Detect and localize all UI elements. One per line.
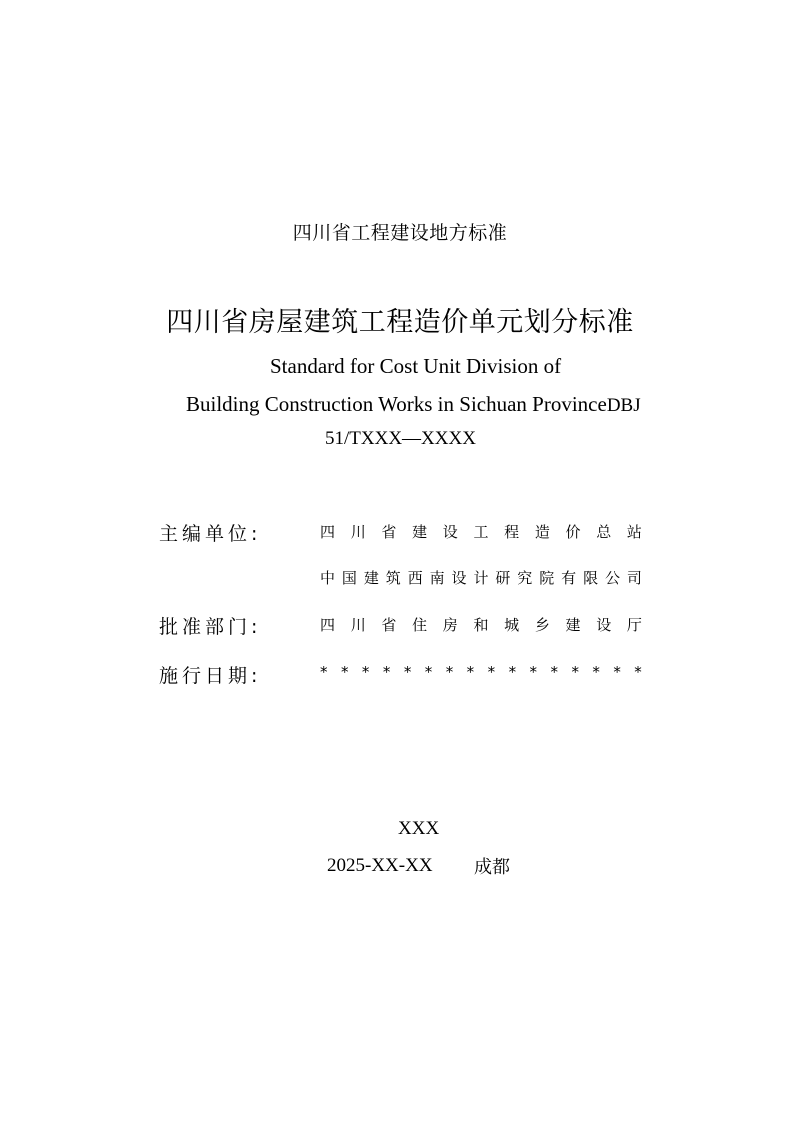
char: * bbox=[487, 663, 496, 681]
char: 国 bbox=[341, 569, 357, 587]
char: 建 bbox=[412, 523, 428, 541]
chief-editor-unit-1 bbox=[320, 521, 642, 542]
english-title-line2-text: Building Construction Works in Sichuan Province bbox=[186, 392, 607, 416]
main-title: 四川省房屋建筑工程造价单元划分标准 bbox=[166, 307, 634, 338]
char: 房 bbox=[442, 616, 458, 634]
char: 川 bbox=[350, 523, 366, 541]
char: * bbox=[508, 663, 517, 681]
char: 乡 bbox=[534, 616, 550, 634]
char: 川 bbox=[350, 616, 366, 634]
char: 四 bbox=[320, 616, 336, 634]
effective-date-label: 施行日期: bbox=[159, 665, 262, 687]
chief-editor-unit-2 bbox=[320, 567, 642, 588]
char: 工 bbox=[473, 523, 489, 541]
publication-city: 成都 bbox=[474, 857, 510, 878]
char: 筑 bbox=[385, 569, 401, 587]
char: 造 bbox=[534, 523, 550, 541]
standard-code: 51/TXXX—XXXX bbox=[325, 428, 476, 449]
char: 厅 bbox=[626, 616, 642, 634]
char: 建 bbox=[363, 569, 379, 587]
char: 设 bbox=[442, 523, 458, 541]
char: * bbox=[361, 663, 370, 681]
char: 设 bbox=[596, 616, 612, 634]
char: 有 bbox=[561, 569, 577, 587]
char: 公 bbox=[604, 569, 620, 587]
char: * bbox=[613, 663, 621, 681]
effective-date bbox=[320, 663, 642, 681]
char: 院 bbox=[539, 569, 555, 587]
english-title-line2 bbox=[186, 392, 641, 417]
char: * bbox=[529, 663, 538, 681]
char: * bbox=[466, 663, 475, 681]
char: 南 bbox=[429, 569, 445, 587]
char: * bbox=[340, 663, 349, 681]
char: * bbox=[634, 663, 642, 681]
char: * bbox=[571, 663, 579, 681]
char: * bbox=[445, 663, 454, 681]
code-prefix: DBJ bbox=[606, 395, 641, 416]
approval-department bbox=[320, 614, 642, 635]
char: 程 bbox=[504, 523, 520, 541]
char: 和 bbox=[473, 616, 489, 634]
char: 总 bbox=[596, 523, 612, 541]
chief-editor-label: 主编单位: bbox=[159, 523, 262, 545]
char: 究 bbox=[517, 569, 533, 587]
char: 省 bbox=[381, 523, 397, 541]
char: 省 bbox=[381, 616, 397, 634]
char: * bbox=[592, 663, 600, 681]
char: 设 bbox=[451, 569, 467, 587]
char: * bbox=[424, 663, 433, 681]
char: * bbox=[403, 663, 412, 681]
char: 住 bbox=[412, 616, 428, 634]
publication-date: 2025-XX-XX bbox=[327, 855, 433, 876]
char: 研 bbox=[495, 569, 511, 587]
char: 计 bbox=[473, 569, 489, 587]
char: 西 bbox=[407, 569, 423, 587]
publisher: XXX bbox=[398, 818, 440, 839]
english-title-line1: Standard for Cost Unit Division of bbox=[270, 354, 562, 378]
char: 站 bbox=[626, 523, 642, 541]
approval-department-label: 批准部门: bbox=[159, 616, 262, 638]
char: * bbox=[382, 663, 391, 681]
char: 建 bbox=[565, 616, 581, 634]
char: 价 bbox=[565, 523, 581, 541]
char: * bbox=[320, 663, 328, 681]
char: 司 bbox=[626, 569, 642, 587]
char: 四 bbox=[320, 523, 336, 541]
char: 城 bbox=[504, 616, 520, 634]
series-title: 四川省工程建设地方标准 bbox=[292, 222, 508, 244]
char: 中 bbox=[320, 569, 336, 587]
char: * bbox=[550, 663, 558, 681]
char: 限 bbox=[583, 569, 599, 587]
